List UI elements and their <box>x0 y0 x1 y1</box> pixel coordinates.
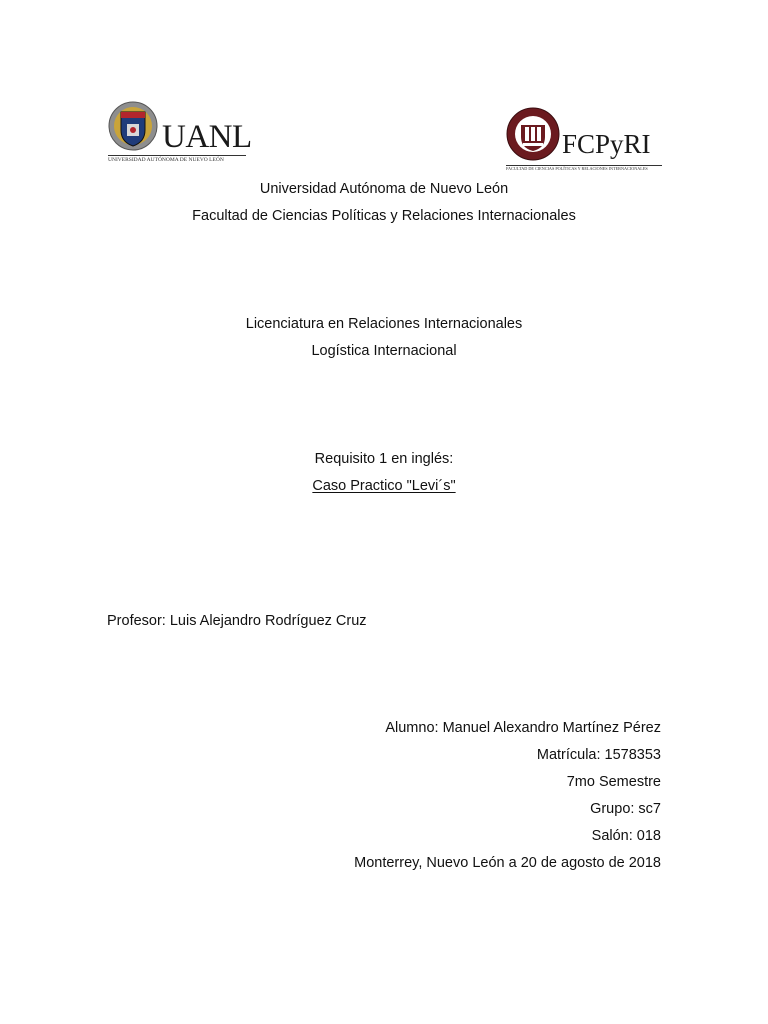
uanl-wordmark: UANL <box>162 119 252 155</box>
university-name: Universidad Autónoma de Nuevo León <box>259 181 509 197</box>
student-name: Alumno: Manuel Alexandro Martínez Pérez <box>385 720 661 736</box>
uanl-subtitle: UNIVERSIDAD AUTÓNOMA DE NUEVO LEÓN <box>108 157 224 163</box>
uanl-logo <box>108 98 250 170</box>
student-semester: 7mo Semestre <box>566 774 661 790</box>
uanl-shield-icon <box>108 100 158 156</box>
requirement-label: Requisito 1 en inglés: <box>314 451 454 467</box>
uanl-logo-rule <box>108 155 246 156</box>
fcpyri-subtitle: FACULTAD DE CIENCIAS POLÍTICAS Y RELACIONES INTERNACIONALES <box>506 166 648 171</box>
fcpyri-logo <box>506 105 664 175</box>
professor-name: Profesor: Luis Alejandro Rodríguez Cruz <box>107 613 367 629</box>
degree-name: Licenciatura en Relaciones Internacionales <box>245 316 523 332</box>
place-date: Monterrey, Nuevo León a 20 de agosto de 2018 <box>354 855 661 871</box>
student-id: Matrícula: 1578353 <box>536 747 661 763</box>
fcpyri-seal-icon <box>506 105 560 163</box>
student-room: Salón: 018 <box>591 828 661 844</box>
subject-name: Logística Internacional <box>311 343 457 359</box>
assignment-title: Caso Practico "Levi´s" <box>312 478 456 494</box>
fcpyri-wordmark: FCPyRI <box>562 129 651 159</box>
faculty-name: Facultad de Ciencias Políticas y Relaciones Internacionales <box>192 208 576 224</box>
student-group: Grupo: sc7 <box>590 801 661 817</box>
assignment-title-row <box>0 477 768 495</box>
